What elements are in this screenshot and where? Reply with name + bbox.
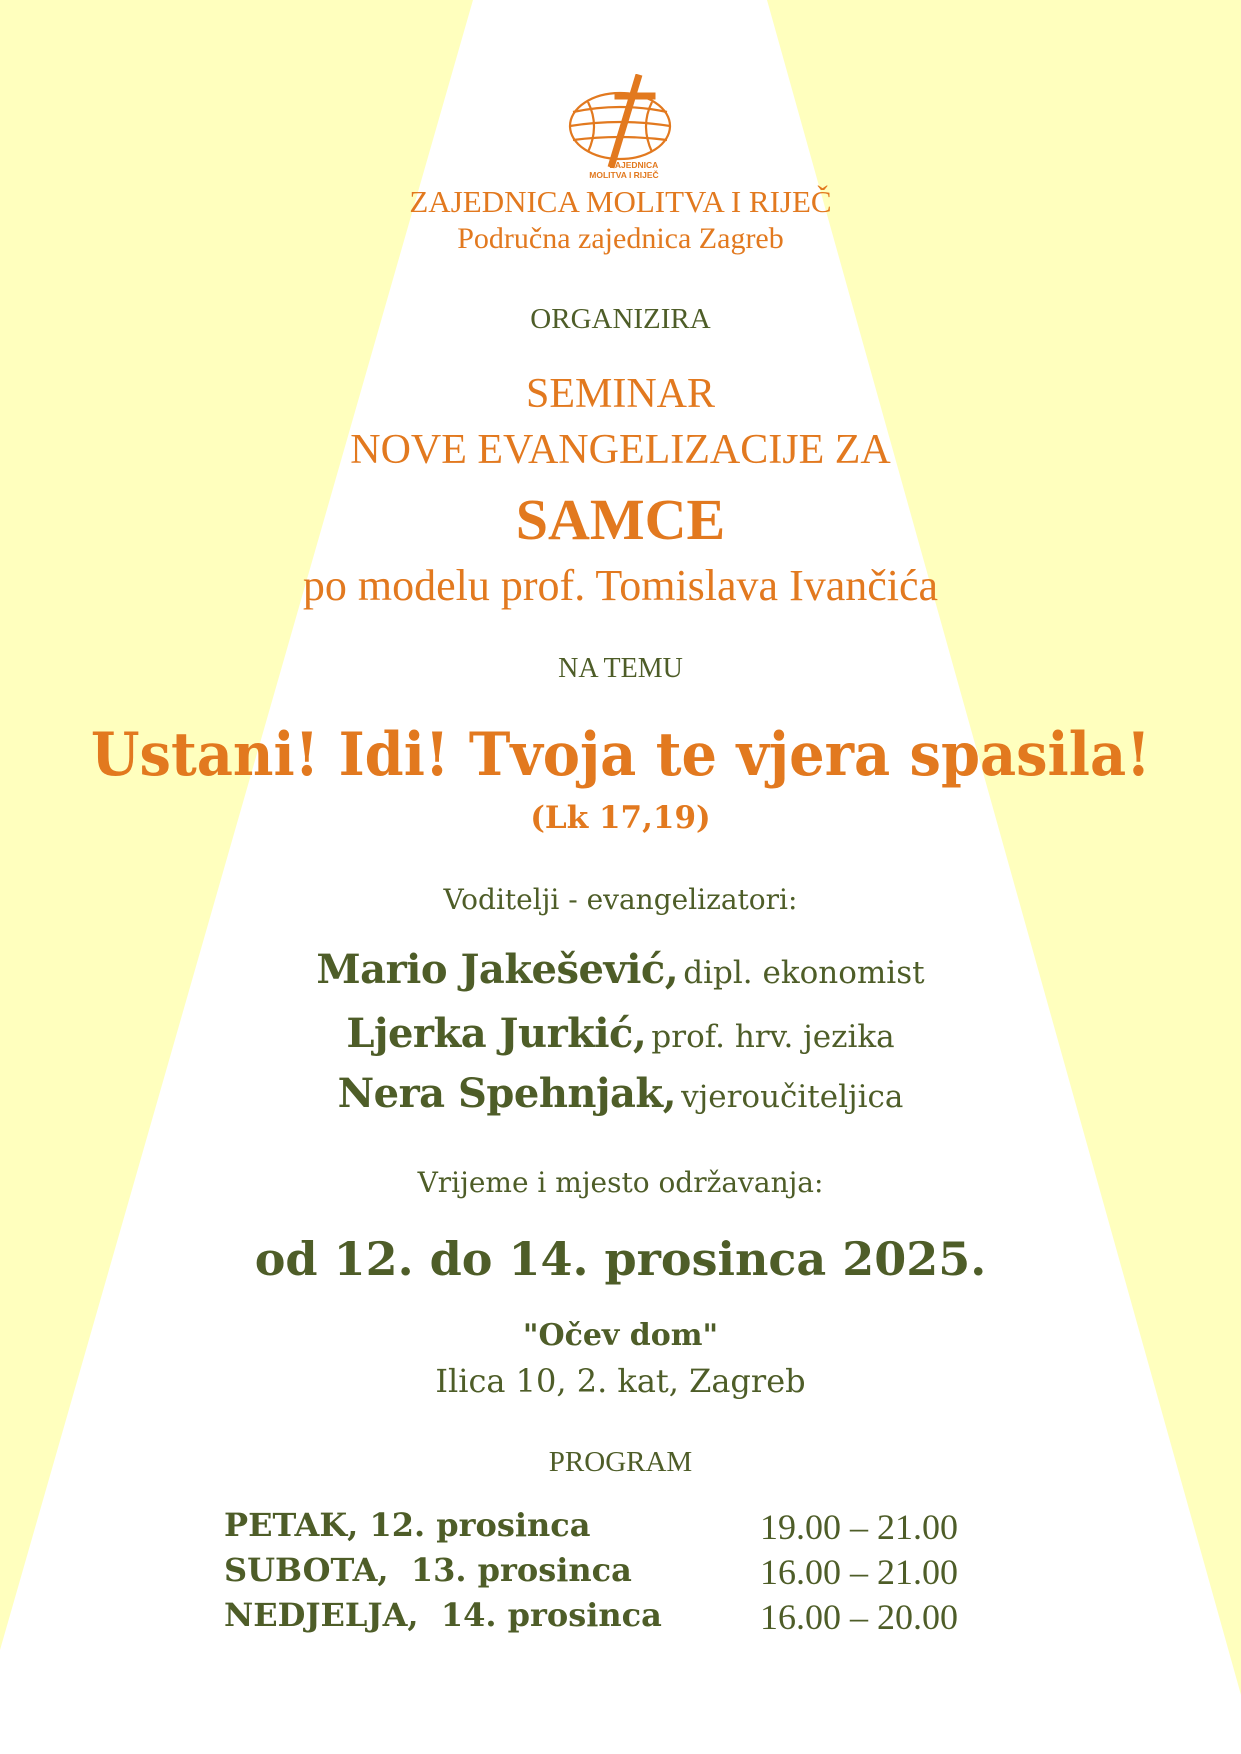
leaders-label: Voditelji - evangelizatori: [443, 883, 798, 916]
logo-text-line2: MOLITVA I RIJEČ [589, 170, 659, 180]
org-subtitle: Područna zajednica Zagreb [457, 222, 784, 255]
venue-address: Ilica 10, 2. kat, Zagreb [435, 1362, 806, 1400]
program-day: NEDJELJA, 14. prosinca [224, 1596, 662, 1634]
program-time: 16.00 – 20.00 [760, 1597, 958, 1637]
leader-name: Ljerka Jurkić, [346, 1010, 647, 1057]
theme-title: Ustani! Idi! Tvoja te vjera spasila! [90, 720, 1151, 790]
program-day: SUBOTA, 13. prosinca [224, 1551, 632, 1589]
leader-role: dipl. ekonomist [683, 955, 925, 991]
program-row [224, 1551, 964, 1591]
leader-name: Mario Jakešević, [316, 946, 679, 993]
leader-row [0, 1070, 1241, 1117]
leader-role: vjeroučiteljica [681, 1079, 904, 1115]
leader-role: prof. hrv. jezika [651, 1019, 895, 1055]
program-day: PETAK, 12. prosinca [224, 1506, 591, 1544]
na-temu-label: NA TEMU [558, 653, 683, 684]
logo-text-line1: ZAJEDNICA [609, 160, 659, 170]
globe-cross-logo [568, 74, 678, 184]
program-label: PROGRAM [548, 1446, 693, 1478]
seminar-line1: SEMINAR [525, 371, 716, 417]
program-time: 16.00 – 21.00 [760, 1552, 958, 1592]
program-row [224, 1596, 964, 1636]
seminar-model: po modelu prof. Tomislava Ivančića [302, 561, 939, 610]
program-row [224, 1506, 964, 1546]
leader-row [0, 1010, 1241, 1057]
time-place-label: Vrijeme i mjesto održavanja: [417, 1166, 824, 1199]
leader-row [0, 946, 1241, 993]
theme-reference: (Lk 17,19) [530, 800, 711, 836]
org-name: ZAJEDNICA MOLITVA I RIJEČ [409, 184, 832, 219]
leader-name: Nera Spehnjak, [337, 1070, 677, 1117]
seminar-line2: NOVE EVANGELIZACIJE ZA [350, 427, 891, 473]
organizira-label: ORGANIZIRA [530, 303, 711, 335]
seminar-samce: SAMCE [515, 487, 726, 552]
venue-name: "Očev dom" [522, 1318, 719, 1353]
program-time: 19.00 – 21.00 [760, 1507, 958, 1547]
event-dates: od 12. do 14. prosinca 2025. [254, 1232, 987, 1286]
